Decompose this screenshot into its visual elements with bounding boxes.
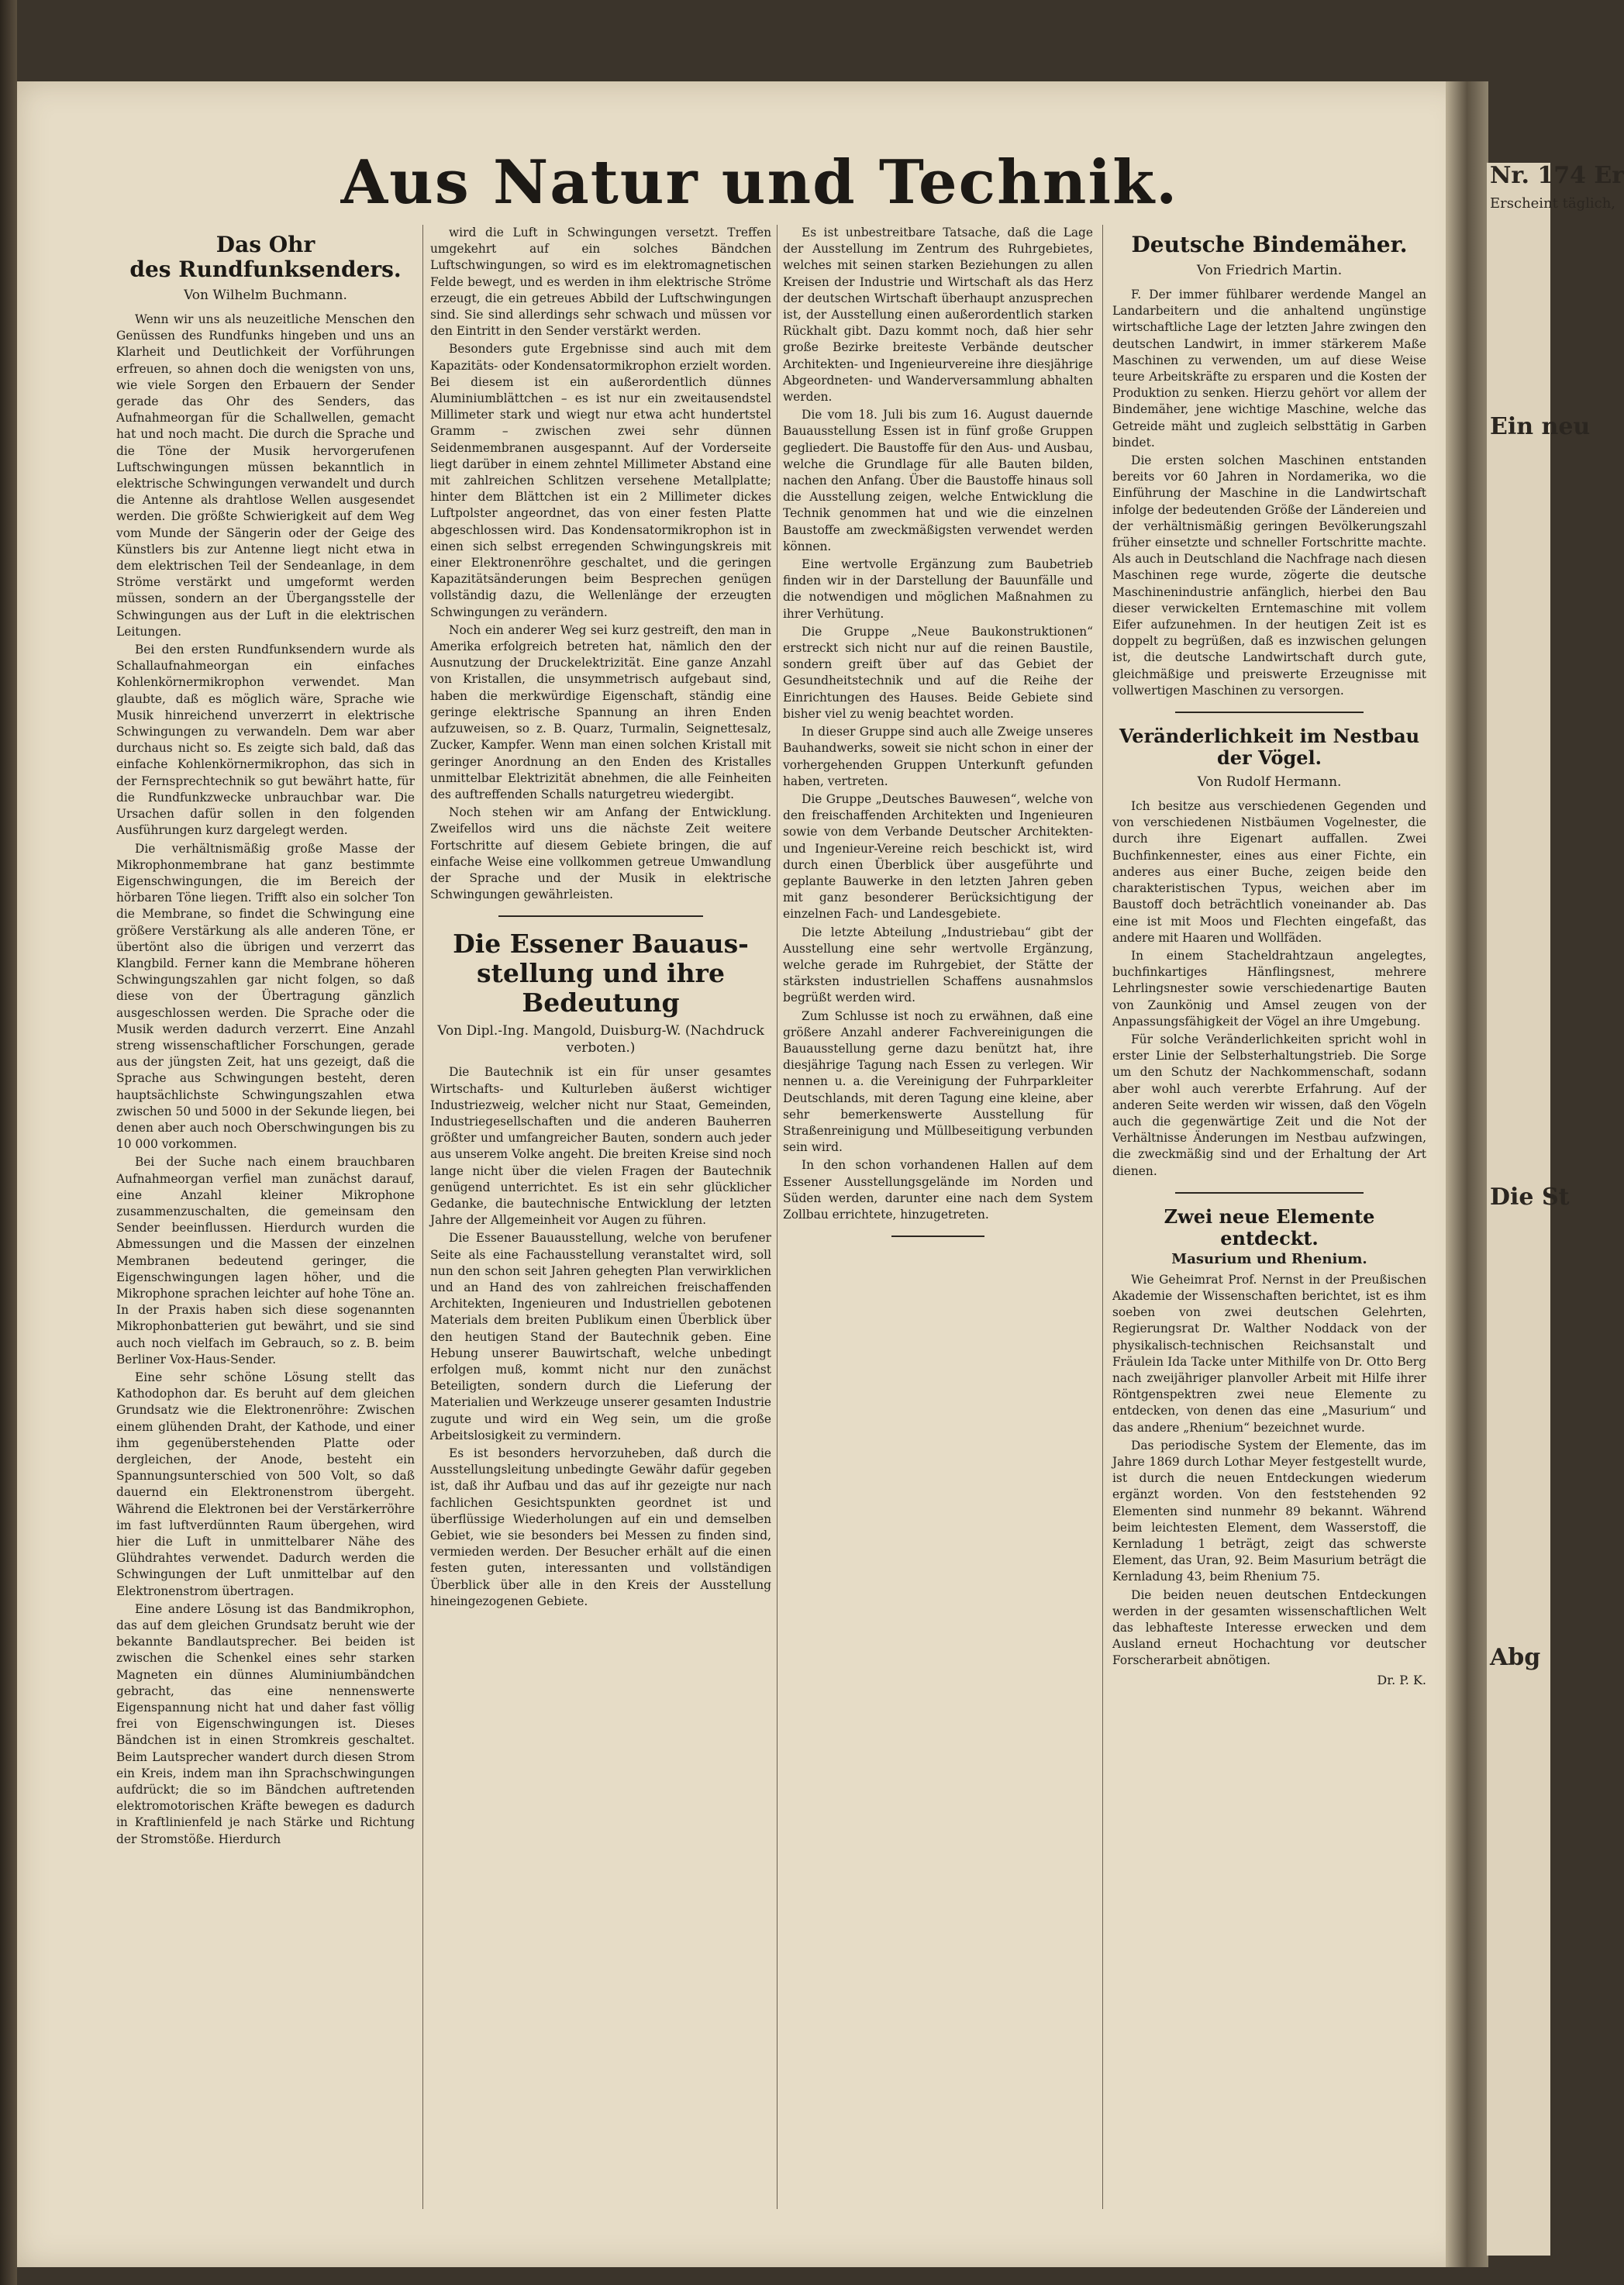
paragraph: Die Essener Bauausstellung, welche von berufener Seite als eine Fachausstellung veranstaltet wird, soll nun den schon seit Jahren gehegten Plan verwirklichen und an Hand des von zahlreichen freischaffenden Architekten, Ingenieuren und Industriellen gebotenen Materials dem breiten Publikum einen Überblick über den heutigen Stand der Bautechnik geben. Eine Hebung unserer Bauwirtschaft, welche unbedingt erfolgen muß, kommt nicht nur den zunächst Beteiligten, sondern durch die Lieferung der Materialien und Werkzeuge unserer gesamten Industrie zugute und wird ein Weg sein, um die große Arbeitslosigkeit zu vermindern. [430,1231,771,1442]
article-separator [1175,712,1364,713]
paragraph: Bei der Suche nach einem brauchbaren Aufnahmeorgan verfiel man zunächst darauf, eine Anzahl kleiner Mikrophone zusammenzuschalten, die gemeinsam den Sender beeinflussen. Hierdurch wurden die Abmessungen und die Massen der einzelnen Membranen bedeutend geringer, die Eigenschwingungen lagen höher, und die Mikrophone sprachen leichter auf hohe Töne an. In der Praxis haben sich diese sogenannten Mikrophonbatterien gut bewährt, und sie sind auch noch vielfach im Gebrauch, so z. B. beim Berliner Vox-Haus-Sender. [116,1155,415,1367]
article-byline: Von Dipl.-Ing. Mangold, Duisburg-W. (Nachdruck verboten.) [437,1023,764,1056]
paragraph: Wenn wir uns als neuzeitliche Menschen den Genüssen des Rundfunks hingeben und uns an Klarheit und Deutlichkeit der Vorführungen erfreuen, so ahnen doch die wenigsten von uns, wie viele Sorgen den Erbauern der Sender gerade das Ohr des Senders, das Aufnahmeorgan für die Schallwellen, gemacht hat und noch macht. Die durch die Sprache und die Töne der Musik hervorgerufenen Luftschwingungen müssen bekanntlich in elektrische Schwingungen verwandelt und durch die Antenne als drahtlose Wellen ausgesendet werden. Die größte Schwierigkeit auf dem Weg vom Munde der Sängerin oder der Geige des Künstlers bis zur Antenne liegt nicht etwa in dem elektrischen Teil der Sendeanlage, in dem Ströme verstärkt und umgeformt werden müssen, sondern an der Übergangsstelle der Schwingungen aus der Luft in die elektrischen Leitungen. [116,312,415,639]
next-page-line: Erscheint täglich, [1490,195,1616,212]
paragraph: Eine sehr schöne Lösung stellt das Kathodophon dar. Es beruht auf dem gleichen Grundsatz wie die Elektronenröhre: Zwischen einem glühenden Draht, der Kathode, und einer ihm gegenüberstehenden Platte oder dergleichen, der Anode, besteht ein Spannungsunterschied von 500 Volt, so daß dauernd ein Elektronenstrom übergeht. Während die Elektronen bei der Verstärkerröhre im fast luftverdünnten Raum übergehen, wird hier die Luft in unmittelbarer Nähe des Glühdrahtes verwendet. Dadurch werden die Schwingungen der Luft unmittelbar auf den Elektronenstrom übertragen. [116,1370,415,1598]
column-2 [430,225,771,1611]
article-byline: Von Friedrich Martin. [1196,263,1343,278]
next-page-edge [1487,162,1624,2256]
paragraph: In den schon vorhandenen Hallen auf dem Essener Ausstellungsgelände im Norden und Süden werden, darunter eine nach dem System Zollbau errichtete, hinzugetreten. [783,1158,1093,1222]
article-subtitle: Masurium und Rhenium. [1171,1250,1367,1267]
article-byline: Von Rudolf Hermann. [1197,774,1342,791]
article-byline: Von Wilhelm Buchmann. [184,288,347,303]
article-title-ohr-2: des Rundfunksenders. [129,257,402,282]
paragraph: Wie Geheimrat Prof. Nernst in der Preußischen Akademie der Wissenschaften berichtet, ist es ihm soeben von zwei deutschen Gelehrten, Regierungsrat Dr. Walther Noddack von der physikalisch-technischen Reichsanstalt und Fräulein Ida Tacke unter Mithilfe von Dr. Otto Berg nach zweijähriger planvoller Arbeit mit Hilfe ihrer Röntgenspektren zwei neue Elemente zu entdecken, von denen das eine „Masurium“ und das andere „Rhenium“ bezeichnet wurde. [1112,1272,1426,1435]
paragraph: Die vom 18. Juli bis zum 16. August dauernde Bauausstellung Essen ist in fünf große Gruppen gegliedert. Die Baustoffe für den Aus- und Ausbau, welche die Grundlage für alle Bauten bilden, nachen den Anfang. Über die Baustoffe hinaus soll die Ausstellung zeigen, welche Entwicklung die Technik genommen hat und wie die einzelnen Baustoffe am zweckmäßigsten verwendet werden können. [783,408,1093,553]
paragraph: Die Gruppe „Deutsches Bauwesen“, welche von den freischaffenden Architekten und Ingenieuren sowie von dem Verbande Deutscher Architekten- und Ingenieur-Vereine reich beschickt ist, wird durch einen Überblick über ausgeführte und geplante Bauwerke in den letzten Jahren geben mit ganz besonderer Berücksichtigung der einzelnen Fach- und Landesgebiete. [783,791,1093,922]
column-1 [116,225,415,1849]
article-title-nestbau: Veränderlichkeit im Nestbau der Vögel. [1119,725,1420,770]
paragraph: Die verhältnismäßig große Masse der Mikrophonmembrane hat ganz bestimmte Eigenschwingungen, die im Bereich der hörbaren Töne liegen. Trifft also ein solcher Ton die Membrane, so findet die Schwingung eine größere Verstärkung als alle anderen Töne, er übertönt also die übrigen und verzerrt das Klangbild. Ferner kann die Membrane höheren Schwingungszahlen gar nicht folgen, so daß diese von der Übertragung gänzlich ausgeschlossen werden. Die Sprache oder die Musik werden dadurch verzerrt. Eine Anzahl streng wissenschaftlicher Forschungen, gerade aus der jüngsten Zeit, hat uns gezeigt, daß die Sprache aus Schwingungen besteht, deren hauptsächlichste Schwingungszahlen etwa zwischen 50 und 5000 in der Sekunde liegen, bei denen aber auch noch Oberschwingungen bis zu 10 000 vorkommen. [116,841,415,1152]
next-page-heading: Ein neu [1490,413,1591,440]
paragraph: Bei den ersten Rundfunksendern wurde als Schallaufnahmeorgan ein einfaches Kohlenkörnermikrophon verwendet. Man glaubte, daß es möglich wäre, Sprache wie Musik hinreichend unverzerrt in elektrische Schwingungen zu verwandeln. Dem war aber durchaus nicht so. Es zeigte sich bald, daß das einfache Kohlenkörnermikrophon, das sich in der Fernsprechtechnik so gut bewährt hatte, für die Rundfunkzwecke unbrauchbar war. Die Ursachen dafür sollen in den folgenden Ausführungen kurz dargelegt werden. [116,643,415,838]
section-header: Aus Natur und Technik. [340,147,1179,218]
paragraph: Die ersten solchen Maschinen entstanden bereits vor 60 Jahren in Nordamerika, wo die Einführung der Maschine in die Landwirtschaft infolge der bedeutenden Größe der Ländereien und der verhältnismäßig geringen Bevölkerungszahl früher einsetzte und schneller Fortschritte machte. Als auch in Deutschland die Nachfrage nach diesen Maschinen rege wurde, zögerte die deutsche Maschinenindustrie anfänglich, hierbei den Bau dieser verwickelten Erntemaschine mit vollem Eifer aufzunehmen. In der heutigen Zeit ist es doppelt zu begrüßen, daß es inzwischen gelungen ist, die deutsche Landwirtschaft durch gute, gleichmäßige und preiswerte Erzeugnisse mit vollwertigen Maschinen zu versorgen. [1112,453,1426,698]
column-3 [783,225,1093,1249]
article-title-bindemaeher: Deutsche Bindemäher. [1131,232,1408,257]
paragraph: Die Bautechnik ist ein für unser gesamtes Wirtschafts- und Kulturleben äußerst wichtiger Industriezweig, welcher nicht nur Staat, Gemeinden, Industriegesellschaften und die anderen Bauherren größter und umfangreicher Bauten, sondern auch jeder aus unserem Volke angeht. Die breiten Kreise sind noch lange nicht über die vielen Fragen der Bautechnik genügend unterrichtet. Es ist ein sehr glücklicher Gedanke, die bautechnische Entwicklung der letzten Jahre der Allgemeinheit vor Augen zu führen. [430,1065,771,1228]
paragraph: Noch stehen wir am Anfang der Entwicklung. Zweifellos wird uns die nächste Zeit weitere Fortschritte auf diesem Gebiete bringen, die auf einfache Weise eine vollkommen getreue Umwandlung der Sprache und der Musik in elektrische Schwingungen gewährleisten. [430,805,771,902]
page-gutter [1446,81,1488,2267]
column-4 [1112,225,1426,1687]
next-page-issue: Nr. 174 Er [1490,162,1624,189]
paragraph: F. Der immer fühlbarer werdende Mangel an Landarbeitern und die anhaltend ungünstige wirtschaftliche Lage der letzten Jahre zwingen den deutschen Landwirt, in immer stärkerem Maße Maschinen zu verwenden, um auf diese Weise teure Arbeitskräfte zu ersparen und die Kosten der Produktion zu senken. Hierzu gehört vor allem der Bindemäher, jene wichtige Maschine, welche das Getreide mäht und zugleich selbsttätig in Garben bindet. [1112,288,1426,450]
paragraph: Es ist unbestreitbare Tatsache, daß die Lage der Ausstellung im Zentrum des Ruhrgebietes, welches mit seinen starken Beziehungen zu allen Kreisen der Industrie und Wirtschaft als das Herz der deutschen Wirtschaft überhaupt anzusprechen ist, der Ausstellung einen außerordentlich starken Rückhalt gibt. Dazu kommt noch, daß hier sehr große Bezirke breiteste Verbände deutscher Architekten- und Ingenieurvereine ihre diesjährige Abgeordneten- und Wanderversammlung abhalten werden. [783,226,1093,405]
column-rule [1102,225,1103,2209]
paragraph: Ich besitze aus verschiedenen Gegenden und von verschiedenen Nistbäumen Vogelnester, die durch ihre Eigenart auffallen. Zwei Buchfinkennester, eines aus einer Fichte, ein anderes aus einer Buche, zeigen beide den charakteristischen Typus, weichen aber im Baustoff doch beträchtlich voneinander ab. Das eine ist mit Moos und Flechten eingefaßt, das andere mit Haaren und Wollfäden. [1112,799,1426,945]
paragraph: Noch ein anderer Weg sei kurz gestreift, den man in Amerika erfolgreich betreten hat, nämlich den der Ausnutzung der Druckelektrizität. Eine ganze Anzahl von Kristallen, die unsymmetrisch aufgebaut sind, haben die merkwürdige Eigenschaft, ständig eine geringe elektrische Spannung an ihren Enden aufzuweisen, so z. B. Quarz, Turmalin, Seignettesalz, Zucker, Kampfer. Wenn man einen solchen Kristall mit geringer Anordnung an den Enden des Kristalles unmittelbar Elektrizität abnehmen, die alle Feinheiten des auftreffenden Schalls naturgetreu wiedergibt. [430,622,771,801]
article-separator [1175,1192,1364,1194]
article-title-bauausstellung-2: stellung und ihre Bedeutung [477,958,725,1018]
paragraph: Eine andere Lösung ist das Bandmikrophon, das auf dem gleichen Grundsatz beruht wie der bekannte Bandlautsprecher. Bei beiden ist zwischen die Schenkel eines sehr starken Magneten ein dünnes Aluminiumbändchen gebracht, das eine nennenswerte Eigenspannung nicht hat und daher fast völlig frei von Eigenschwingungen ist. Dieses Bändchen ist in einen Stromkreis geschaltet. Beim Lautsprecher wandert durch diesen Strom ein Kreis, indem man ihn Sprachschwingungen aufdrückt; die so im Bändchen auftretenden elektromotorischen Kräfte bewegen es dadurch in Kraftlinienfeld je nach Stärke und Richtung der Stromstöße. Hierdurch [116,1601,415,1846]
article-signature: Dr. P. K. [1377,1672,1426,1687]
paragraph: In einem Stacheldrahtzaun angelegtes, buchfinkartiges Hänflingsnest, mehrere Lehrlingsnester sowie verschiedenartige Bauten von Zaunkönig und Amsel zeugen von der Anpassungsfähigkeit der Vögel an ihre Umgebung. [1112,948,1426,1029]
paragraph: Es ist besonders hervorzuheben, daß durch die Ausstellungsleitung unbedingte Gewähr dafür gegeben ist, daß ihr Aufbau und das auf ihr gezeigte nur nach fachlichen Gesichtspunkten geordnet ist und überflüssige Wiederholungen auf ein und demselben Gebiet, wie sie besonders bei Messen zu finden sind, vermieden werden. Der Besucher erhält auf die einen festen guten, interessanten und vollständigen Überblick über alle in den Kreis der Ausstellung hineingezogenen Gebiete. [430,1446,771,1608]
article-separator [498,915,703,917]
paragraph: Für solche Veränderlichkeiten spricht wohl in erster Linie der Selbsterhaltungstrieb. Die Sorge um den Schutz der Nachkommenschaft, sodann aber wohl auch vererbte Erfahrung. Auf der anderen Seite werden wir wissen, daß den Vögeln auch die gegenwärtige Zeit und die Not der Verhältnisse Änderungen im Nestbau aufzwingen, die zweckmäßig sind und der Erhaltung der Art dienen. [1112,1032,1426,1178]
article-end-rule [891,1236,984,1237]
next-page-heading: Abg [1490,1644,1541,1671]
article-title-bauausstellung: Die Essener Bauaus- [453,929,749,960]
column-rule [777,225,778,2209]
book-spine [0,0,17,2285]
column-rule [422,225,423,2209]
paragraph: Eine wertvolle Ergänzung zum Baubetrieb finden wir in der Darstellung der Bauunfälle und die notwendigen und möglichen Maßnahmen zu ihrer Verhütung. [783,557,1093,621]
paragraph: Die letzte Abteilung „Industriebau“ gibt der Ausstellung eine sehr wertvolle Ergänzung, welche gerade im Ruhrgebiet, der Stätte der stärksten industriellen Schaffens ausnahmslos begrüßt werden wird. [783,925,1093,1005]
paragraph: Zum Schlusse ist noch zu erwähnen, daß eine größere Anzahl anderer Fachvereinigungen die Bauausstellung gerne dazu benützt hat, ihre diesjährige Tagung nach Essen zu verlegen. Wir nennen u. a. die Vereinigung der Fuhrparkleiter Deutschlands, mit deren Tagung eine kleine, aber sehr bemerkenswerte Ausstellung für Straßenreinigung und Müllbeseitigung verbunden sein wird. [783,1008,1093,1155]
paragraph: In dieser Gruppe sind auch alle Zweige unseres Bauhandwerks, soweit sie nicht schon in einer der vorhergehenden Gruppen Unterkunft gefunden haben, vertreten. [783,725,1093,788]
paragraph: Die Gruppe „Neue Baukonstruktionen“ erstreckt sich nicht nur auf die reinen Baustile, sondern greift über auf das Gebiet der Gesundheitstechnik und auf die Reihe der Einrichtungen des Hauses. Beide Gebiete sind bisher viel zu wenig beachtet worden. [783,624,1093,721]
article-title-elemente: Zwei neue Elemente entdeckt. [1164,1205,1375,1249]
paragraph: Besonders gute Ergebnisse sind auch mit dem Kapazitäts- oder Kondensatormikrophon erzielt worden. Bei diesem ist ein außerordentlich dünnes Aluminiumblättchen – es ist nur ein zweitausendstel Millimeter stark und wiegt nur etwa acht hundertstel Gramm – zwischen zwei sehr dünnen Seidenmembranen ausgespannt. Auf der Vorderseite liegt darüber in einem zehntel Millimeter Abstand eine mit zahlreichen Schlitzen versehene Metallplatte; hinter dem Blättchen ist ein 2 Millimeter dickes Luftpolster angeordnet, das von einer festen Platte abgeschlossen wird. Das Kondensatormikrophon ist in einen sich selbst erregenden Schwingungskreis mit einer Elektronenröhre geschaltet, und die geringen Kapazitätsänderungen beim Besprechen genügen vollständig dazu, die Wellenlänge der erzeugten Schwingungen zu verändern. [430,342,771,619]
paragraph: wird die Luft in Schwingungen versetzt. Treffen umgekehrt auf ein solches Bändchen Luftschwingungen, so wird es im elektromagnetischen Felde bewegt, und es werden in ihm elektrische Ströme erzeugt, die ein getreues Abbild der Luftschwingungen sind. Sie sind allerdings sehr schwach und müssen vor den Eintritt in den Sender verstärkt werden. [430,226,771,339]
paragraph: Die beiden neuen deutschen Entdeckungen werden in der gesamten wissenschaftlichen Welt das lebhafteste Interesse erwecken und dem Ausland erneut Hochachtung vor deutscher Forscherarbeit abnötigen. [1112,1587,1426,1668]
article-title-ohr: Das Ohr [215,232,315,257]
next-page-heading: Die St [1490,1184,1570,1211]
paragraph: Das periodische System der Elemente, das im Jahre 1869 durch Lothar Meyer festgestellt wurde, ist durch die neuen Entdeckungen wiederum ergänzt worden. Von den feststehenden 92 Elementen sind nunmehr 89 bekannt. Während beim leichtesten Element, dem Wasserstoff, die Kernladung 1 beträgt, zeigt das schwerste Element, das Uran, 92. Beim Masurium beträgt die Kernladung 43, beim Rhenium 75. [1112,1438,1426,1584]
